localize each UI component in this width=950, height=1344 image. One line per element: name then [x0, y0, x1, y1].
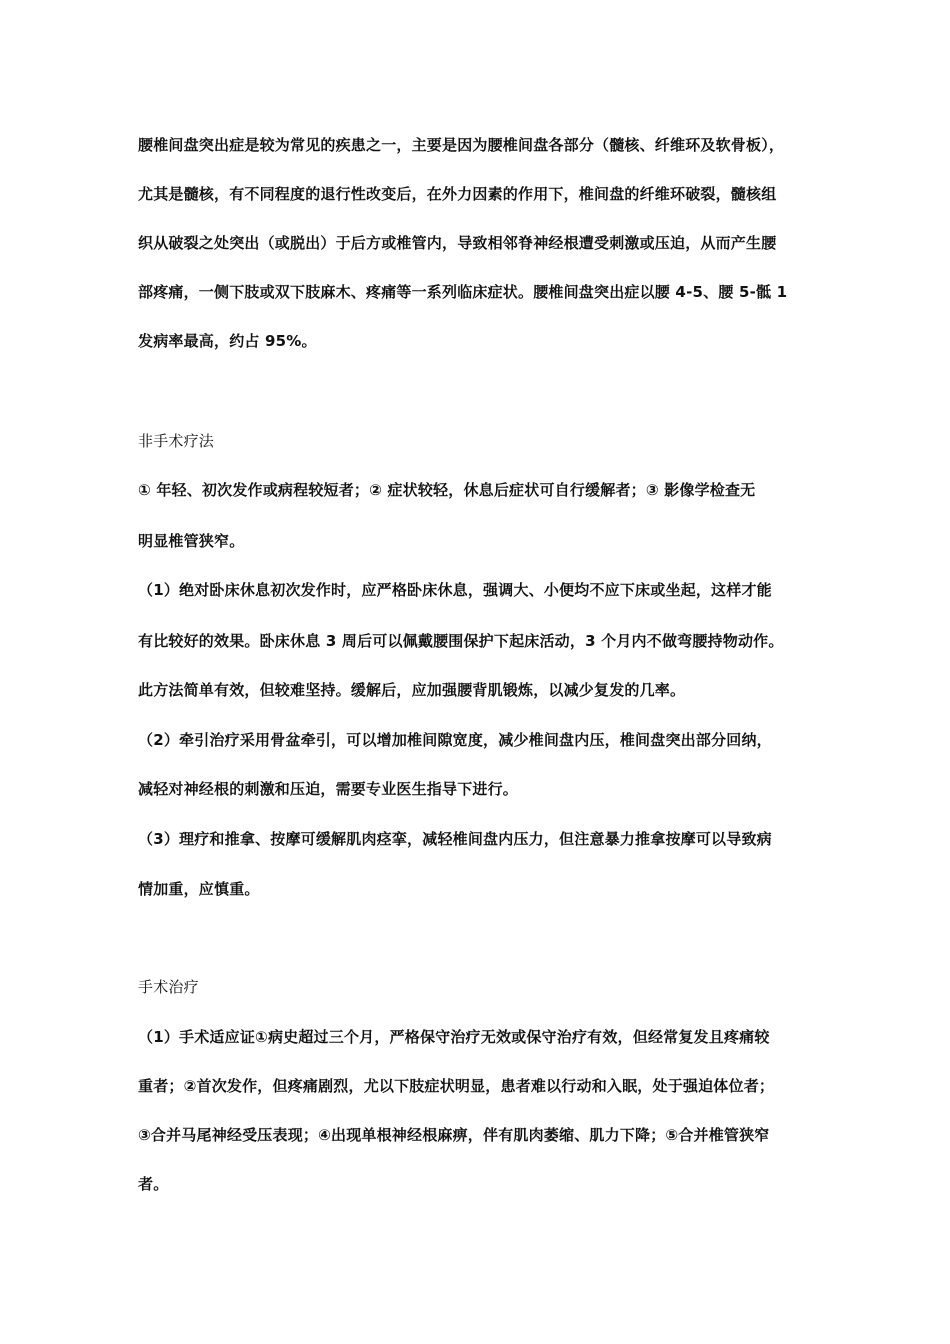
surgical-line-2: 重者；②首次发作，但疼痛剧烈，尤以下肢症状明显，患者难以行动和入眠，处于强迫体位者； [138, 1077, 775, 1095]
nonsurgical-line-6: （2）牵引治疗采用骨盆牵引，可以增加椎间隙宽度，减少椎间盘内压，椎间盘突出部分回纳， [138, 731, 772, 749]
intro-line-3: 织从破裂之处突出（或脱出）于后方或椎管内，导致相邻脊神经根遭受刺激或压迫，从而产生腰 [138, 234, 777, 252]
nonsurgical-line-3: （1）绝对卧床休息初次发作时，应严格卧床休息，强调大、小便均不应下床或坐起，这样才能 [138, 581, 772, 599]
section-heading-surgical: 手术治疗 [138, 978, 199, 996]
nonsurgical-line-8: （3）理疗和推拿、按摩可缓解肌肉痉挛，减轻椎间盘内压力，但注意暴力推拿按摩可以导致病 [138, 830, 772, 848]
intro-line-1: 腰椎间盘突出症是较为常见的疾患之一，主要是因为腰椎间盘各部分（髓核、纤维环及软骨板）， [138, 136, 785, 154]
nonsurgical-line-4: 有比较好的效果。卧床休息 3 周后可以佩戴腰围保护下起床活动，3 个月内不做弯腰持物动作。 [138, 632, 784, 650]
section-heading-nonsurgical: 非手术疗法 [138, 432, 215, 450]
nonsurgical-line-2: 明显椎管狭窄。 [138, 532, 245, 550]
nonsurgical-line-9: 情加重，应慎重。 [138, 880, 260, 898]
surgical-line-4: 者。 [138, 1175, 169, 1193]
nonsurgical-line-7: 减轻对神经根的刺激和压迫，需要专业医生指导下进行。 [138, 780, 519, 798]
intro-line-4: 部疼痛，一侧下肢或双下肢麻木、疼痛等一系列临床症状。腰椎间盘突出症以腰 4-5、腰 5-骶 1 [138, 283, 788, 301]
intro-line-5: 发病率最高，约占 95%。 [138, 332, 317, 350]
surgical-line-1: （1）手术适应证①病史超过三个月，严格保守治疗无效或保守治疗有效，但经常复发且疼痛较 [138, 1028, 770, 1046]
nonsurgical-line-5: 此方法简单有效，但较难坚持。缓解后，应加强腰背肌锻炼，以减少复发的几率。 [138, 681, 686, 699]
nonsurgical-line-1: ① 年轻、初次发作或病程较短者；② 症状较轻，休息后症状可自行缓解者；③ 影像学检查无 [138, 481, 756, 499]
surgical-line-3: ③合并马尾神经受压表现；④出现单根神经根麻痹，伴有肌肉萎缩、肌力下降；⑤合并椎管狭窄 [138, 1126, 770, 1144]
intro-line-2: 尤其是髓核，有不同程度的退行性改变后，在外力因素的作用下，椎间盘的纤维环破裂，髓核组 [138, 185, 777, 203]
